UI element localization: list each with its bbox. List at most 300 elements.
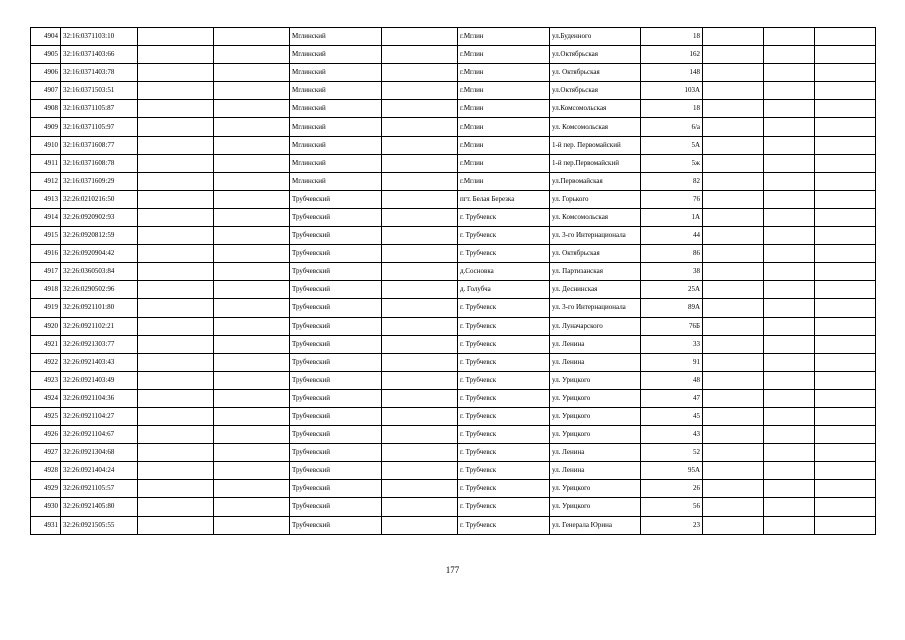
street-cell: ул. Луначарского <box>550 317 641 335</box>
blank-column-10-cell <box>703 263 764 281</box>
district-cell: Трубчевский <box>290 480 382 498</box>
district-cell: Трубчевский <box>290 516 382 534</box>
blank-column-3-cell <box>138 154 214 172</box>
house-number-cell: 52 <box>641 444 703 462</box>
table-row <box>31 82 876 100</box>
table-row <box>31 100 876 118</box>
house-number-cell: 23 <box>641 516 703 534</box>
blank-column-6-cell <box>382 498 458 516</box>
row-number-cell: 4907 <box>31 82 61 100</box>
blank-column-11-cell <box>764 281 815 299</box>
house-number-cell: 86 <box>641 245 703 263</box>
table-row <box>31 64 876 82</box>
table-row <box>31 154 876 172</box>
cadastral-number-cell: 32:16:0371608:78 <box>61 154 138 172</box>
street-cell: ул. Ленина <box>550 462 641 480</box>
district-cell: Мглинский <box>290 100 382 118</box>
table-row <box>31 299 876 317</box>
blank-column-10-cell <box>703 46 764 64</box>
table-row <box>31 389 876 407</box>
blank-column-11-cell <box>764 136 815 154</box>
cadastral-number-cell: 32:26:0921101:80 <box>61 299 138 317</box>
cadastral-number-cell: 32:26:0921104:36 <box>61 389 138 407</box>
blank-column-4-cell <box>214 208 290 226</box>
cadastral-number-cell: 32:16:0371503:51 <box>61 82 138 100</box>
blank-column-12-cell <box>815 317 876 335</box>
cadastral-number-cell: 32:26:0360503:84 <box>61 263 138 281</box>
cadastral-number-cell: 32:16:0371105:87 <box>61 100 138 118</box>
blank-column-6-cell <box>382 335 458 353</box>
blank-column-3-cell <box>138 335 214 353</box>
settlement-cell: г. Трубчевск <box>458 245 550 263</box>
blank-column-12-cell <box>815 28 876 46</box>
blank-column-11-cell <box>764 480 815 498</box>
district-cell: Трубчевский <box>290 281 382 299</box>
street-cell: ул. Урицкого <box>550 480 641 498</box>
blank-column-4-cell <box>214 190 290 208</box>
blank-column-12-cell <box>815 480 876 498</box>
cadastral-number-cell: 32:16:0371105:97 <box>61 118 138 136</box>
district-cell: Трубчевский <box>290 353 382 371</box>
blank-column-3-cell <box>138 462 214 480</box>
blank-column-11-cell <box>764 82 815 100</box>
blank-column-6-cell <box>382 444 458 462</box>
district-cell: Трубчевский <box>290 317 382 335</box>
blank-column-12-cell <box>815 64 876 82</box>
settlement-cell: г.Мглин <box>458 100 550 118</box>
blank-column-6-cell <box>382 82 458 100</box>
blank-column-6-cell <box>382 371 458 389</box>
district-cell: Мглинский <box>290 82 382 100</box>
blank-column-12-cell <box>815 389 876 407</box>
street-cell: ул. Ленина <box>550 444 641 462</box>
blank-column-11-cell <box>764 389 815 407</box>
street-cell: ул. 3-го Интернационала <box>550 227 641 245</box>
blank-column-10-cell <box>703 317 764 335</box>
cadastral-number-cell: 32:26:0920902:93 <box>61 208 138 226</box>
row-number-cell: 4919 <box>31 299 61 317</box>
row-number-cell: 4918 <box>31 281 61 299</box>
blank-column-4-cell <box>214 353 290 371</box>
cadastral-number-cell: 32:26:0290502:96 <box>61 281 138 299</box>
settlement-cell: г. Трубчевск <box>458 516 550 534</box>
blank-column-3-cell <box>138 371 214 389</box>
street-cell: ул. 3-го Интернационала <box>550 299 641 317</box>
row-number-cell: 4925 <box>31 407 61 425</box>
blank-column-6-cell <box>382 480 458 498</box>
blank-column-3-cell <box>138 245 214 263</box>
cadastral-number-cell: 32:26:0921102:21 <box>61 317 138 335</box>
cadastral-number-cell: 32:26:0920812:59 <box>61 227 138 245</box>
blank-column-6-cell <box>382 426 458 444</box>
blank-column-3-cell <box>138 190 214 208</box>
district-cell: Мглинский <box>290 136 382 154</box>
blank-column-4-cell <box>214 263 290 281</box>
table-row <box>31 444 876 462</box>
house-number-cell: 48 <box>641 371 703 389</box>
blank-column-12-cell <box>815 245 876 263</box>
blank-column-4-cell <box>214 498 290 516</box>
cadastral-number-cell: 32:26:0921303:77 <box>61 335 138 353</box>
blank-column-11-cell <box>764 462 815 480</box>
table-row <box>31 317 876 335</box>
blank-column-10-cell <box>703 64 764 82</box>
settlement-cell: г.Мглин <box>458 136 550 154</box>
blank-column-4-cell <box>214 100 290 118</box>
cadastral-number-cell: 32:26:0921104:27 <box>61 407 138 425</box>
row-number-cell: 4915 <box>31 227 61 245</box>
blank-column-3-cell <box>138 353 214 371</box>
blank-column-3-cell <box>138 480 214 498</box>
blank-column-11-cell <box>764 172 815 190</box>
blank-column-6-cell <box>382 281 458 299</box>
street-cell: ул. Урицкого <box>550 498 641 516</box>
house-number-cell: 26 <box>641 480 703 498</box>
blank-column-3-cell <box>138 172 214 190</box>
cadastral-number-cell: 32:26:0920904:42 <box>61 245 138 263</box>
blank-column-10-cell <box>703 245 764 263</box>
blank-column-3-cell <box>138 136 214 154</box>
blank-column-11-cell <box>764 227 815 245</box>
blank-column-6-cell <box>382 462 458 480</box>
blank-column-4-cell <box>214 371 290 389</box>
settlement-cell: д. Голубча <box>458 281 550 299</box>
blank-column-11-cell <box>764 28 815 46</box>
row-number-cell: 4908 <box>31 100 61 118</box>
blank-column-4-cell <box>214 335 290 353</box>
blank-column-3-cell <box>138 82 214 100</box>
district-cell: Трубчевский <box>290 299 382 317</box>
street-cell: ул. Комсомольская <box>550 118 641 136</box>
blank-column-11-cell <box>764 263 815 281</box>
blank-column-11-cell <box>764 317 815 335</box>
street-cell: ул. Ленина <box>550 353 641 371</box>
row-number-cell: 4916 <box>31 245 61 263</box>
settlement-cell: г. Трубчевск <box>458 317 550 335</box>
row-number-cell: 4913 <box>31 190 61 208</box>
settlement-cell: г.Мглин <box>458 28 550 46</box>
blank-column-11-cell <box>764 100 815 118</box>
street-cell: ул. Ленина <box>550 335 641 353</box>
settlement-cell: г. Трубчевск <box>458 480 550 498</box>
row-number-cell: 4929 <box>31 480 61 498</box>
blank-column-10-cell <box>703 154 764 172</box>
district-cell: Трубчевский <box>290 335 382 353</box>
row-number-cell: 4905 <box>31 46 61 64</box>
house-number-cell: 95А <box>641 462 703 480</box>
row-number-cell: 4928 <box>31 462 61 480</box>
house-number-cell: 18 <box>641 28 703 46</box>
blank-column-4-cell <box>214 46 290 64</box>
blank-column-10-cell <box>703 299 764 317</box>
blank-column-11-cell <box>764 371 815 389</box>
blank-column-6-cell <box>382 154 458 172</box>
blank-column-11-cell <box>764 154 815 172</box>
blank-column-10-cell <box>703 100 764 118</box>
table-row <box>31 498 876 516</box>
cadastral-number-cell: 32:26:0921403:43 <box>61 353 138 371</box>
house-number-cell: 38 <box>641 263 703 281</box>
blank-column-10-cell <box>703 353 764 371</box>
register-rows <box>31 28 876 535</box>
blank-column-11-cell <box>764 444 815 462</box>
house-number-cell: 5А <box>641 136 703 154</box>
settlement-cell: г. Трубчевск <box>458 353 550 371</box>
district-cell: Трубчевский <box>290 426 382 444</box>
blank-column-12-cell <box>815 136 876 154</box>
blank-column-6-cell <box>382 389 458 407</box>
blank-column-11-cell <box>764 118 815 136</box>
house-number-cell: 76Б <box>641 317 703 335</box>
street-cell: 1-й пер.Первомайский <box>550 154 641 172</box>
blank-column-6-cell <box>382 64 458 82</box>
street-cell: ул.Буденного <box>550 28 641 46</box>
settlement-cell: пгт. Белая Березка <box>458 190 550 208</box>
blank-column-10-cell <box>703 190 764 208</box>
cadastral-number-cell: 32:26:0921304:68 <box>61 444 138 462</box>
blank-column-6-cell <box>382 172 458 190</box>
blank-column-4-cell <box>214 317 290 335</box>
house-number-cell: 6/а <box>641 118 703 136</box>
cadastral-number-cell: 32:16:0371403:78 <box>61 64 138 82</box>
house-number-cell: 43 <box>641 426 703 444</box>
blank-column-12-cell <box>815 172 876 190</box>
settlement-cell: г. Трубчевск <box>458 407 550 425</box>
blank-column-4-cell <box>214 118 290 136</box>
house-number-cell: 47 <box>641 389 703 407</box>
settlement-cell: г.Мглин <box>458 118 550 136</box>
blank-column-12-cell <box>815 335 876 353</box>
blank-column-11-cell <box>764 498 815 516</box>
blank-column-12-cell <box>815 462 876 480</box>
district-cell: Трубчевский <box>290 462 382 480</box>
settlement-cell: г. Трубчевск <box>458 498 550 516</box>
settlement-cell: г. Трубчевск <box>458 299 550 317</box>
blank-column-12-cell <box>815 407 876 425</box>
street-cell: ул. Октябрьская <box>550 64 641 82</box>
settlement-cell: г. Трубчевск <box>458 389 550 407</box>
settlement-cell: г.Мглин <box>458 46 550 64</box>
house-number-cell: 76 <box>641 190 703 208</box>
table-row <box>31 245 876 263</box>
settlement-cell: г. Трубчевск <box>458 208 550 226</box>
district-cell: Трубчевский <box>290 208 382 226</box>
table-row <box>31 136 876 154</box>
register-table <box>30 27 876 535</box>
district-cell: Трубчевский <box>290 389 382 407</box>
street-cell: ул.Комсомольская <box>550 100 641 118</box>
cadastral-number-cell: 32:26:0921105:57 <box>61 480 138 498</box>
blank-column-3-cell <box>138 64 214 82</box>
table-row <box>31 263 876 281</box>
house-number-cell: 5ж <box>641 154 703 172</box>
blank-column-12-cell <box>815 227 876 245</box>
house-number-cell: 25А <box>641 281 703 299</box>
blank-column-4-cell <box>214 136 290 154</box>
blank-column-10-cell <box>703 82 764 100</box>
table-row <box>31 28 876 46</box>
house-number-cell: 91 <box>641 353 703 371</box>
row-number-cell: 4909 <box>31 118 61 136</box>
blank-column-12-cell <box>815 426 876 444</box>
blank-column-11-cell <box>764 335 815 353</box>
table-row <box>31 227 876 245</box>
blank-column-12-cell <box>815 154 876 172</box>
street-cell: ул.Первомайская <box>550 172 641 190</box>
cadastral-number-cell: 32:26:0921405:80 <box>61 498 138 516</box>
blank-column-6-cell <box>382 118 458 136</box>
blank-column-12-cell <box>815 371 876 389</box>
row-number-cell: 4906 <box>31 64 61 82</box>
settlement-cell: г.Мглин <box>458 154 550 172</box>
table-row <box>31 335 876 353</box>
blank-column-4-cell <box>214 154 290 172</box>
blank-column-4-cell <box>214 28 290 46</box>
blank-column-10-cell <box>703 444 764 462</box>
blank-column-10-cell <box>703 407 764 425</box>
blank-column-3-cell <box>138 516 214 534</box>
blank-column-6-cell <box>382 407 458 425</box>
blank-column-12-cell <box>815 118 876 136</box>
row-number-cell: 4923 <box>31 371 61 389</box>
settlement-cell: г. Трубчевск <box>458 371 550 389</box>
blank-column-3-cell <box>138 317 214 335</box>
cadastral-number-cell: 32:16:0371609:29 <box>61 172 138 190</box>
blank-column-3-cell <box>138 28 214 46</box>
row-number-cell: 4926 <box>31 426 61 444</box>
blank-column-10-cell <box>703 172 764 190</box>
blank-column-6-cell <box>382 263 458 281</box>
blank-column-4-cell <box>214 407 290 425</box>
street-cell: ул. Урицкого <box>550 407 641 425</box>
blank-column-10-cell <box>703 371 764 389</box>
row-number-cell: 4917 <box>31 263 61 281</box>
blank-column-10-cell <box>703 516 764 534</box>
blank-column-6-cell <box>382 516 458 534</box>
blank-column-6-cell <box>382 299 458 317</box>
blank-column-10-cell <box>703 28 764 46</box>
district-cell: Трубчевский <box>290 227 382 245</box>
blank-column-11-cell <box>764 64 815 82</box>
cadastral-number-cell: 32:16:0371608:77 <box>61 136 138 154</box>
blank-column-10-cell <box>703 335 764 353</box>
blank-column-3-cell <box>138 299 214 317</box>
blank-column-6-cell <box>382 208 458 226</box>
blank-column-3-cell <box>138 426 214 444</box>
blank-column-12-cell <box>815 190 876 208</box>
table-row <box>31 172 876 190</box>
blank-column-6-cell <box>382 227 458 245</box>
cadastral-number-cell: 32:16:0371103:10 <box>61 28 138 46</box>
street-cell: ул. Деснинская <box>550 281 641 299</box>
street-cell: ул.Октябрьская <box>550 82 641 100</box>
district-cell: Трубчевский <box>290 498 382 516</box>
settlement-cell: д.Сосновка <box>458 263 550 281</box>
blank-column-12-cell <box>815 516 876 534</box>
settlement-cell: г. Трубчевск <box>458 462 550 480</box>
blank-column-12-cell <box>815 281 876 299</box>
row-number-cell: 4911 <box>31 154 61 172</box>
blank-column-12-cell <box>815 82 876 100</box>
cadastral-number-cell: 32:26:0921505:55 <box>61 516 138 534</box>
blank-column-12-cell <box>815 299 876 317</box>
district-cell: Мглинский <box>290 154 382 172</box>
blank-column-10-cell <box>703 426 764 444</box>
table-row <box>31 516 876 534</box>
row-number-cell: 4912 <box>31 172 61 190</box>
district-cell: Трубчевский <box>290 190 382 208</box>
settlement-cell: г. Трубчевск <box>458 444 550 462</box>
blank-column-3-cell <box>138 281 214 299</box>
street-cell: ул. Урицкого <box>550 426 641 444</box>
table-row <box>31 480 876 498</box>
blank-column-10-cell <box>703 389 764 407</box>
cadastral-number-cell: 32:26:0921403:49 <box>61 371 138 389</box>
blank-column-11-cell <box>764 353 815 371</box>
blank-column-6-cell <box>382 317 458 335</box>
blank-column-3-cell <box>138 263 214 281</box>
table-row <box>31 426 876 444</box>
blank-column-12-cell <box>815 46 876 64</box>
row-number-cell: 4904 <box>31 28 61 46</box>
street-cell: ул. Октябрьская <box>550 245 641 263</box>
blank-column-11-cell <box>764 245 815 263</box>
blank-column-4-cell <box>214 281 290 299</box>
blank-column-10-cell <box>703 208 764 226</box>
blank-column-11-cell <box>764 407 815 425</box>
blank-column-10-cell <box>703 136 764 154</box>
district-cell: Трубчевский <box>290 263 382 281</box>
settlement-cell: г. Трубчевск <box>458 426 550 444</box>
blank-column-6-cell <box>382 190 458 208</box>
row-number-cell: 4920 <box>31 317 61 335</box>
district-cell: Мглинский <box>290 28 382 46</box>
house-number-cell: 18 <box>641 100 703 118</box>
page-number: 177 <box>445 565 460 575</box>
blank-column-4-cell <box>214 516 290 534</box>
blank-column-11-cell <box>764 46 815 64</box>
blank-column-10-cell <box>703 498 764 516</box>
district-cell: Трубчевский <box>290 444 382 462</box>
table-row <box>31 46 876 64</box>
table-row <box>31 371 876 389</box>
settlement-cell: г. Трубчевск <box>458 227 550 245</box>
blank-column-6-cell <box>382 353 458 371</box>
street-cell: ул. Комсомольская <box>550 208 641 226</box>
house-number-cell: 1А <box>641 208 703 226</box>
cadastral-number-cell: 32:26:0921404:24 <box>61 462 138 480</box>
district-cell: Трубчевский <box>290 371 382 389</box>
house-number-cell: 103А <box>641 82 703 100</box>
row-number-cell: 4927 <box>31 444 61 462</box>
house-number-cell: 89А <box>641 299 703 317</box>
blank-column-4-cell <box>214 245 290 263</box>
blank-column-3-cell <box>138 100 214 118</box>
blank-column-3-cell <box>138 118 214 136</box>
street-cell: ул.Октябрьская <box>550 46 641 64</box>
blank-column-12-cell <box>815 100 876 118</box>
table-row <box>31 353 876 371</box>
blank-column-10-cell <box>703 118 764 136</box>
table-row <box>31 281 876 299</box>
row-number-cell: 4930 <box>31 498 61 516</box>
house-number-cell: 56 <box>641 498 703 516</box>
district-cell: Мглинский <box>290 64 382 82</box>
settlement-cell: г.Мглин <box>458 82 550 100</box>
blank-column-11-cell <box>764 208 815 226</box>
blank-column-3-cell <box>138 444 214 462</box>
blank-column-6-cell <box>382 136 458 154</box>
